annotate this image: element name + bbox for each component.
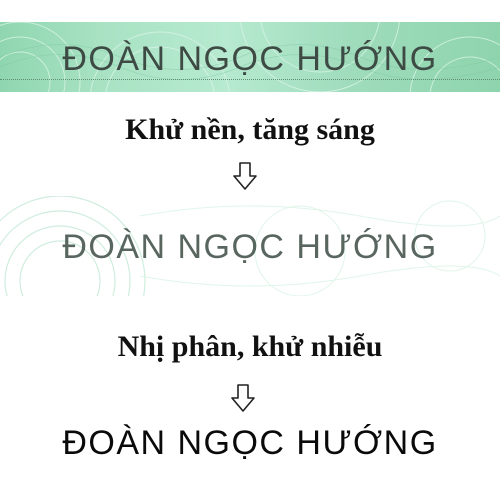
down-arrow-icon [232,162,258,190]
down-arrow-icon [230,384,256,412]
original-name-text: ĐOÀN NGỌC HƯỚNG [62,40,438,78]
brightened-name-text: ĐOÀN NGỌC HƯỚNG [62,228,438,266]
original-name-image [0,22,500,92]
dotted-underline [0,79,500,80]
step-label-remove-background: Khử nền, tăng sáng [125,113,375,146]
step-label-binarize-denoise: Nhị phân, khử nhiễu [117,330,383,363]
brightened-name-image [0,196,500,296]
binarized-name-text: ĐOÀN NGỌC HƯỚNG [62,424,438,462]
